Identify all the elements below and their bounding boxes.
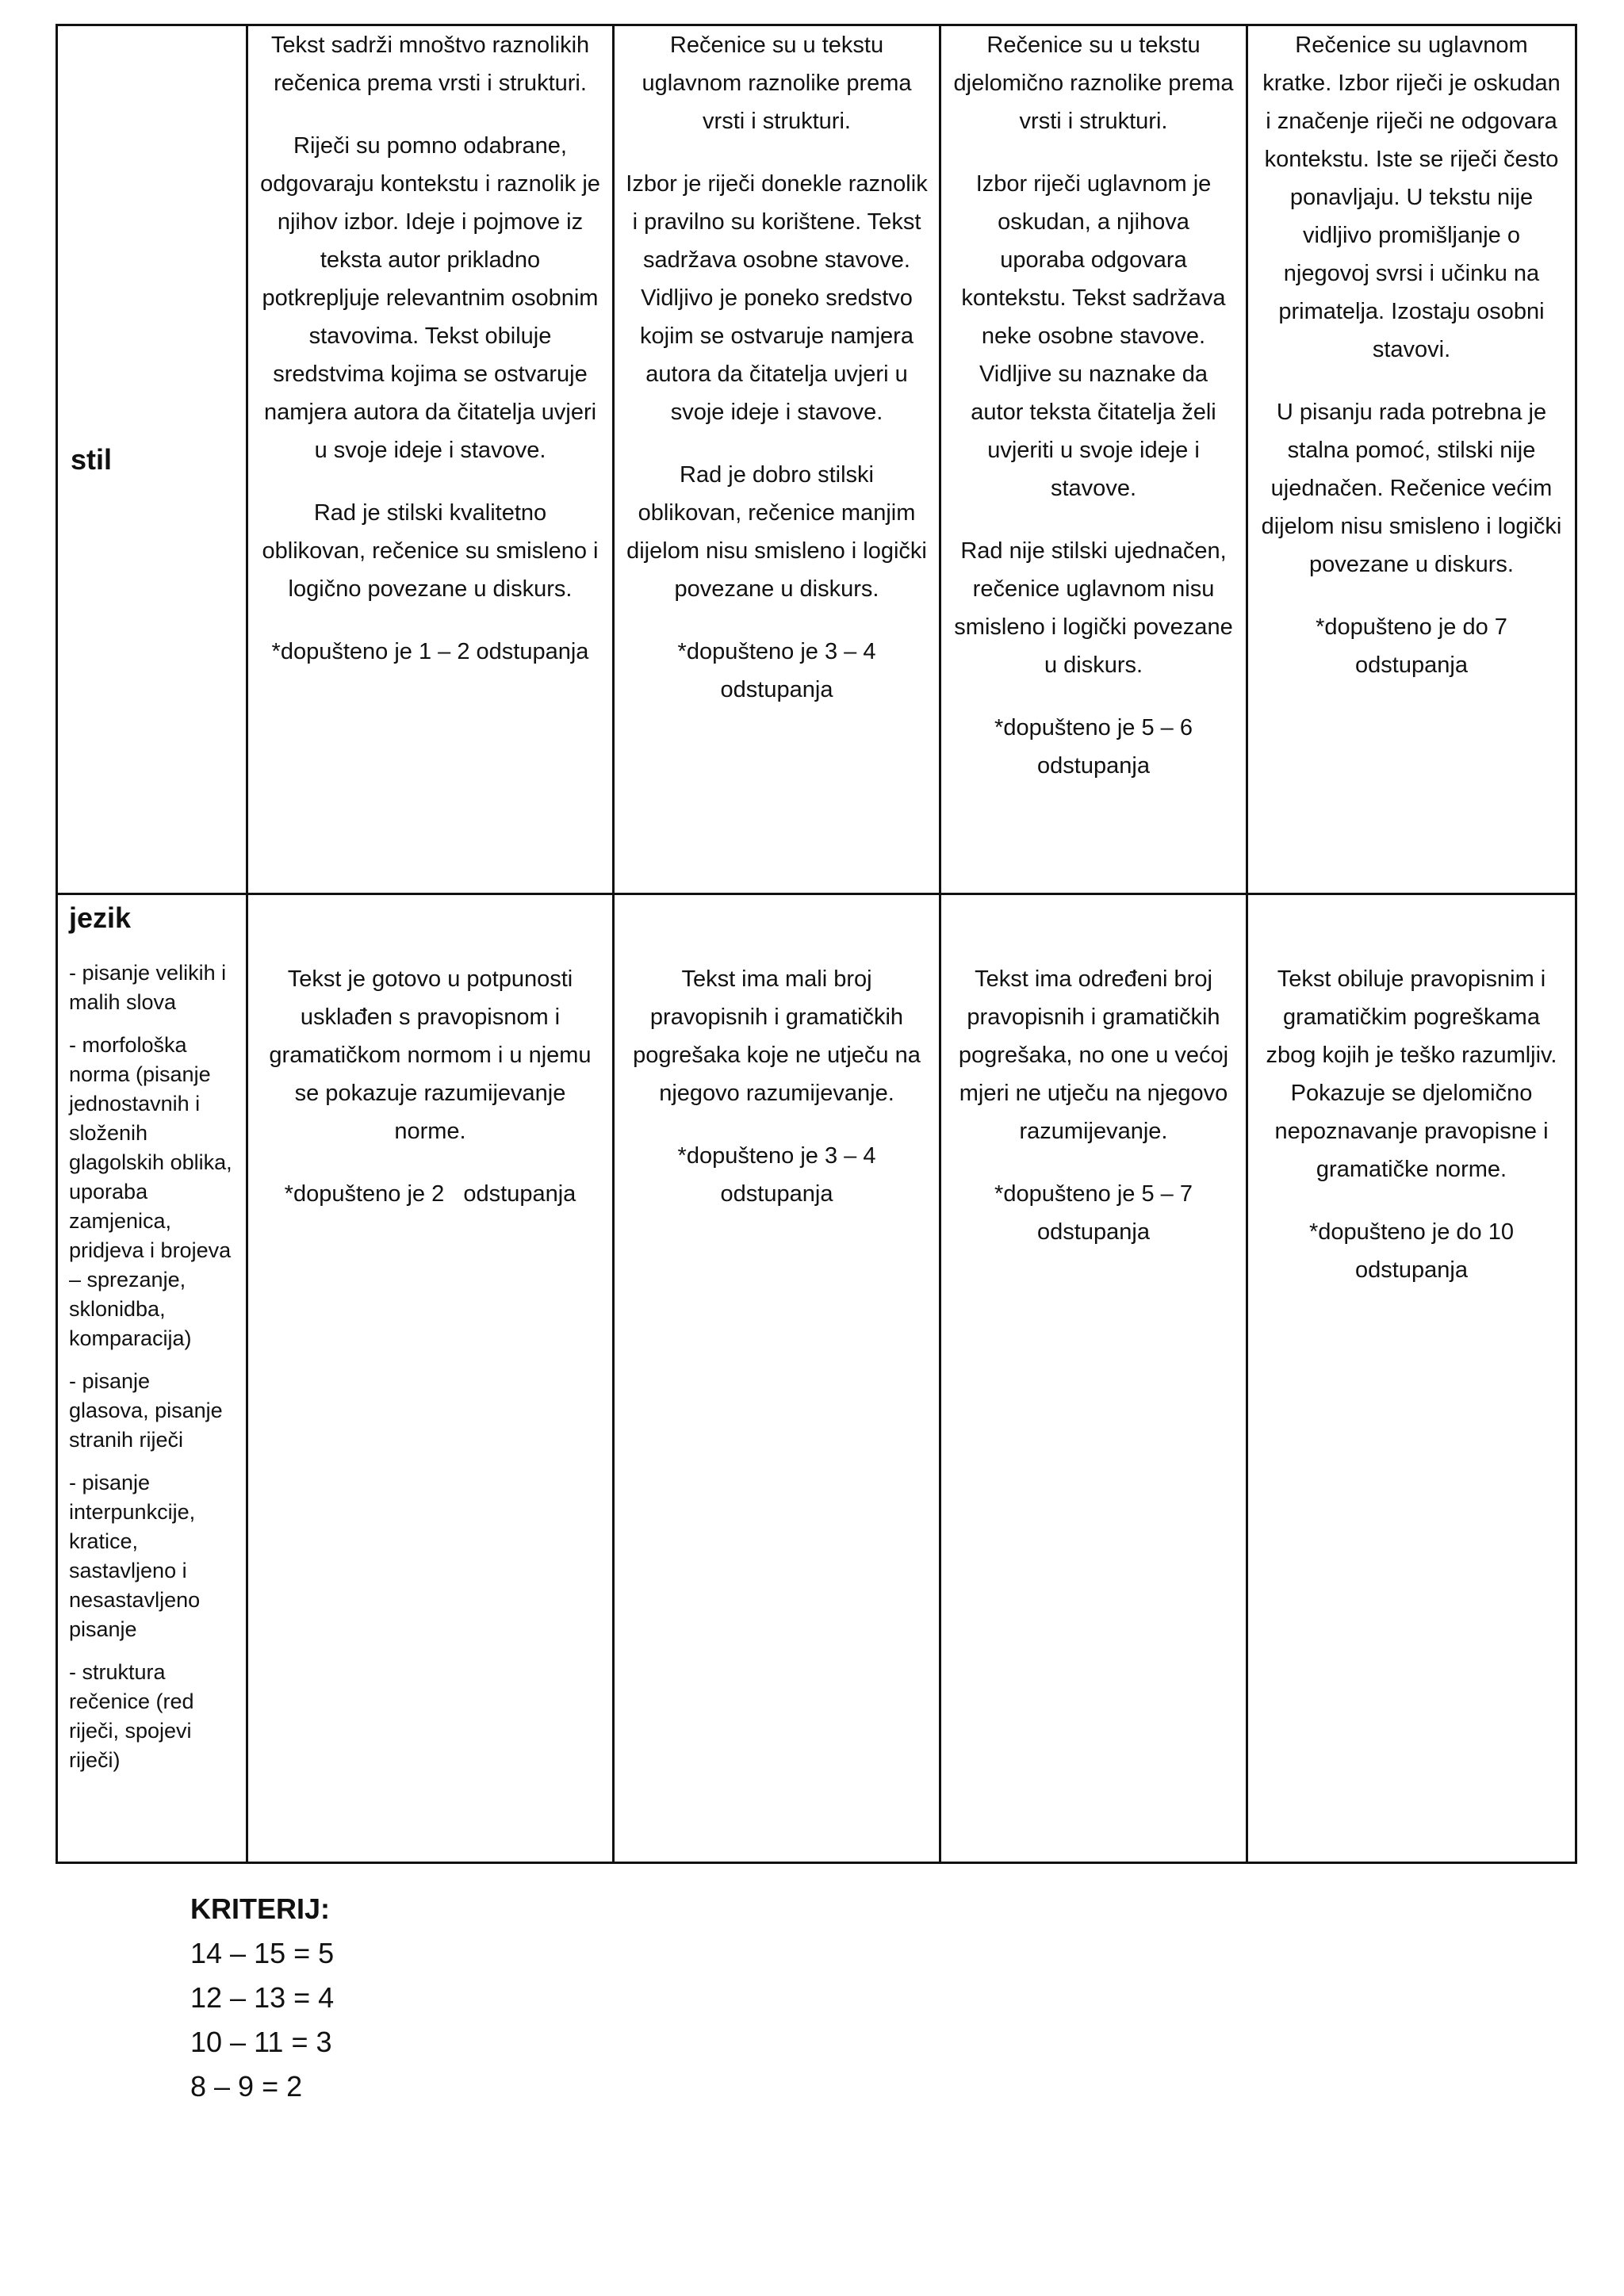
stil-level-3-text-2: Izbor riječi uglavnom je oskudan, a njihova uporaba odgovara kontekstu. Tekst sadržava neke osobne stavove. Vidljive su naznake da autor teksta čitatelja želi uvjeriti u svoje ideje i stavove. bbox=[961, 171, 1226, 501]
jezik-level-2-text: Tekst ima mali broj pravopisnih i gramatičkih pogrešaka koje ne utječu na njegovo razumijevanje. bbox=[633, 966, 921, 1106]
stil-level-3-allowance: *dopušteno je 5 – 6 odstupanja bbox=[994, 715, 1193, 779]
row-label-jezik: jezik bbox=[69, 901, 132, 934]
criteria-title: KRITERIJ: bbox=[190, 1892, 331, 1925]
jezik-level-4-cell bbox=[1247, 894, 1576, 1863]
stil-level-1-cell bbox=[247, 25, 614, 894]
jezik-subitem: - morfološka norma (pisanje jednostavnih i složenih glagolskih oblika, uporaba zamjenica, pridjeva i brojeva – sprezanje, sklonidba, komparacija) bbox=[69, 1033, 232, 1350]
jezik-subitem: - pisanje velikih i malih slova bbox=[69, 961, 227, 1014]
rubric-row-stil bbox=[57, 25, 1576, 894]
criteria-line-grade-2: 8 – 9 = 2 bbox=[190, 2070, 303, 2103]
stil-level-2-text-2: Izbor je riječi donekle raznolik i pravilno su korištene. Tekst sadržava osobne stavove. Vidljivo je poneko sredstvo kojim se ostvaruje namjera autora da čitatelja uvjeri u svoje ideje i stavove. bbox=[626, 171, 928, 425]
stil-level-1-allowance: *dopušteno je 1 – 2 odstupanja bbox=[271, 639, 589, 664]
criteria-line-grade-5: 14 – 15 = 5 bbox=[190, 1937, 335, 1969]
jezik-level-3-cell bbox=[940, 894, 1247, 1863]
jezik-level-3-text: Tekst ima određeni broj pravopisnih i gramatičkih pogrešaka, no one u većoj mjeri ne utječu na njegovo razumijevanje. bbox=[958, 966, 1229, 1144]
jezik-level-1-cell bbox=[247, 894, 614, 1863]
stil-level-3-cell bbox=[940, 25, 1247, 894]
jezik-level-4-allowance: *dopušteno je do 10 odstupanja bbox=[1309, 1219, 1514, 1283]
jezik-subitem: - struktura rečenice (red riječi, spojevi riječi) bbox=[69, 1660, 194, 1772]
stil-level-2-text-1: Rečenice su u tekstu uglavnom raznolike prema vrsti i strukturi. bbox=[642, 33, 912, 134]
stil-level-2-cell bbox=[614, 25, 940, 894]
stil-level-2-text-3: Rad je dobro stilski oblikovan, rečenice manjim dijelom nisu smisleno i logički povezane u diskurs. bbox=[626, 462, 927, 602]
stil-level-4-allowance: *dopušteno je do 7 odstupanja bbox=[1316, 614, 1507, 678]
grading-rubric-table bbox=[56, 24, 1577, 1864]
jezik-subitem: - pisanje interpunkcije, kratice, sastavljeno i nesastavljeno pisanje bbox=[69, 1471, 201, 1641]
stil-level-3-text-1: Rečenice su u tekstu djelomično raznolike prema vrsti i strukturi. bbox=[953, 33, 1234, 134]
row-label-stil: stil bbox=[57, 25, 247, 894]
jezik-level-2-allowance: *dopušteno je 3 – 4 odstupanja bbox=[677, 1143, 876, 1207]
jezik-level-3-allowance: *dopušteno je 5 – 7 odstupanja bbox=[994, 1181, 1193, 1245]
stil-level-1-text-1: Tekst sadrži mnoštvo raznolikih rečenica prema vrsti i strukturi. bbox=[270, 33, 590, 96]
criteria-line-grade-3: 10 – 11 = 3 bbox=[190, 2026, 332, 2058]
stil-level-4-text-2: U pisanju rada potrebna je stalna pomoć, stilski nije ujednačen. Rečenice većim dijelom nisu smisleno i logički povezane u diskurs. bbox=[1261, 400, 1562, 577]
jezik-subitem: - pisanje glasova, pisanje stranih riječi bbox=[69, 1369, 223, 1452]
jezik-level-4-text: Tekst obiluje pravopisnim i gramatičkim pogreškama zbog kojih je teško razumljiv. Pokazuje se djelomično nepoznavanje pravopisne i gramatičke norme. bbox=[1266, 966, 1557, 1182]
stil-level-2-allowance: *dopušteno je 3 – 4 odstupanja bbox=[677, 639, 876, 702]
jezik-level-1-allowance: *dopušteno je 2 odstupanja bbox=[284, 1181, 576, 1207]
criteria-line-grade-4: 12 – 13 = 4 bbox=[190, 1981, 335, 2014]
rubric-row-jezik bbox=[57, 894, 1576, 1863]
stil-level-4-cell bbox=[1247, 25, 1576, 894]
stil-level-3-text-3: Rad nije stilski ujednačen, rečenice uglavnom nisu smisleno i logički povezane u diskurs. bbox=[954, 538, 1233, 678]
jezik-level-2-cell bbox=[614, 894, 940, 1863]
jezik-level-1-text: Tekst je gotovo u potpunosti usklađen s pravopisnom i gramatičkom normom i u njemu se pokazuje razumijevanje norme. bbox=[269, 966, 592, 1144]
stil-level-4-text-1: Rečenice su uglavnom kratke. Izbor riječi je oskudan i značenje riječi ne odgovara kontekstu. Iste se riječi često ponavljaju. U tekstu nije vidljivo promišljanje o njegovoj svrsi i učinku na primatelja. Izostaju osobni stavovi. bbox=[1262, 33, 1561, 362]
stil-level-1-text-3: Rad je stilski kvalitetno oblikovan, rečenice su smisleno i logično povezane u diskurs. bbox=[262, 500, 599, 602]
stil-level-1-text-2: Riječi su pomno odabrane, odgovaraju kontekstu i raznolik je njihov izbor. Ideje i pojmove iz teksta autor prikladno potkrepljuje relevantnim osobnim stavovima. Tekst obiluje sredstvima kojima se ostvaruje namjera autora da čitatelja uvjeri u svoje ideje i stavove. bbox=[260, 133, 600, 463]
grading-criteria bbox=[190, 1887, 334, 2109]
row-label-jezik-cell bbox=[57, 894, 247, 1863]
